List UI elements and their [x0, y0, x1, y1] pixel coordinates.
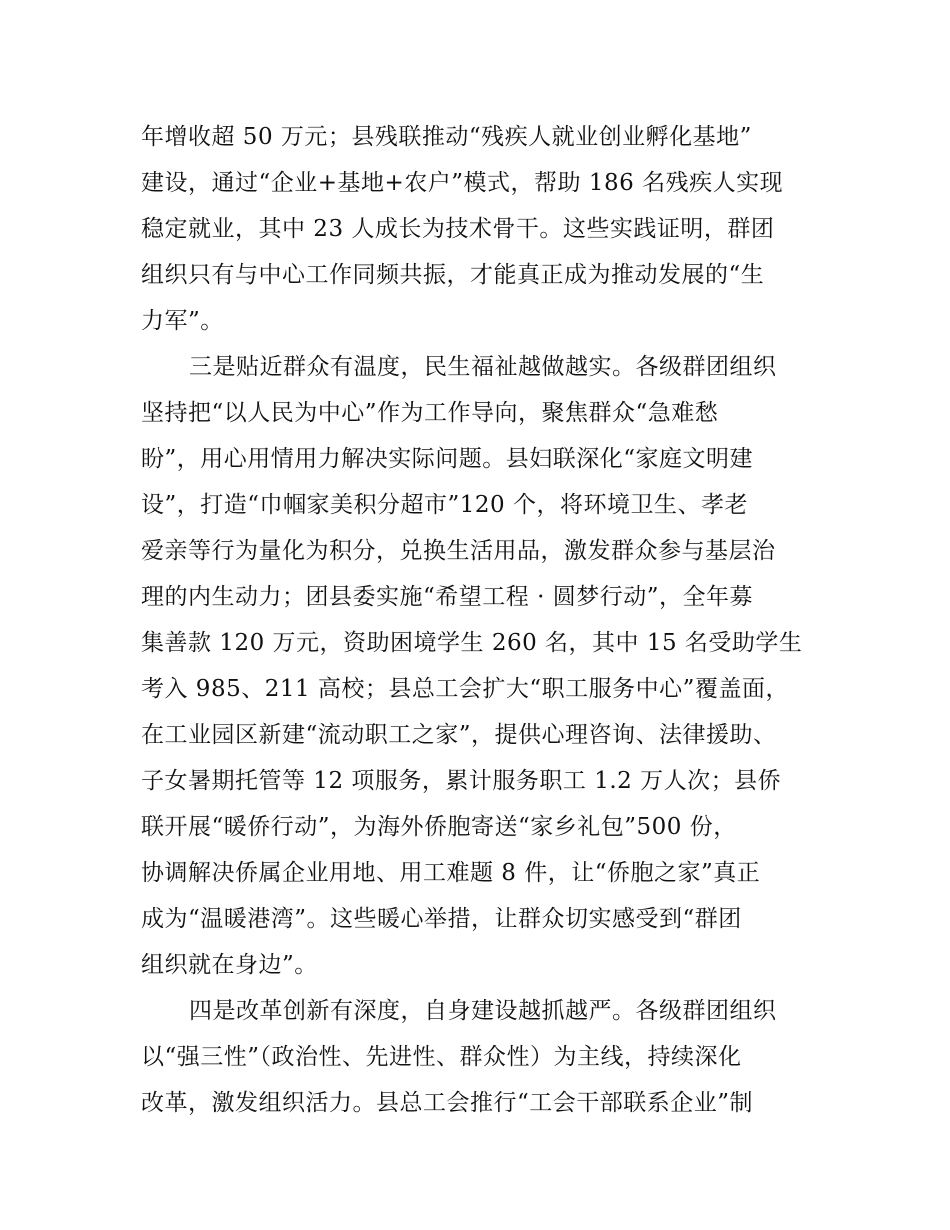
text-line: 力军”。	[141, 308, 224, 334]
text-line: 以“强三性”（政治性、先进性、群众性）为主线，持续深化	[141, 1044, 742, 1070]
text-line: 在工业园区新建“流动职工之家”，提供心理咨询、法律援助、	[141, 722, 777, 748]
text-line: 成为“温暖港湾”。这些暖心举措，让群众切实感受到“群团	[141, 906, 742, 932]
text-line: 年增收超 50 万元；县残联推动“残疾人就业创业孵化基地”	[141, 124, 752, 150]
paragraph-start-line: 四是改革创新有深度，自身建设越抓越严。各级群团组织	[189, 998, 777, 1024]
text-line: 联开展“暖侨行动”，为海外侨胞寄送“家乡礼包”500 份，	[141, 814, 737, 840]
text-line: 协调解决侨属企业用地、用工难题 8 件，让“侨胞之家”真正	[141, 860, 761, 886]
paragraph-start-line: 三是贴近群众有温度，民生福祉越做越实。各级群团组织	[189, 354, 777, 380]
text-line: 爱亲等行为量化为积分，兑换生活用品，激发群众参与基层治	[141, 538, 776, 564]
text-line: 设”，打造“巾帼家美积分超市”120 个，将环境卫生、孝老	[141, 492, 748, 518]
text-line: 考入 985、211 高校；县总工会扩大“职工服务中心”覆盖面，	[141, 676, 789, 702]
text-line: 组织就在身边”。	[141, 952, 318, 978]
text-line: 理的内生动力；团县委实施“希望工程 · 圆梦行动”，全年募	[141, 584, 753, 610]
text-line: 建设，通过“企业+基地+农户”模式，帮助 186 名残疾人实现	[141, 170, 784, 196]
text-line: 集善款 120 万元，资助困境学生 260 名，其中 15 名受助学生	[141, 630, 803, 656]
text-line: 组织只有与中心工作同频共振，才能真正成为推动发展的“生	[141, 262, 765, 288]
text-line: 子女暑期托管等 12 项服务，累计服务职工 1.2 万人次；县侨	[141, 768, 782, 794]
body-text	[141, 114, 821, 1126]
text-line: 盼”，用心用情用力解决实际问题。县妇联深化“家庭文明建	[141, 446, 754, 472]
text-line: 改革，激发组织活力。县总工会推行“工会干部联系企业”制	[141, 1090, 754, 1116]
text-line: 稳定就业，其中 23 人成长为技术骨干。这些实践证明，群团	[141, 216, 775, 242]
text-line: 坚持把“以人民为中心”作为工作导向，聚焦群众“急难愁	[141, 400, 719, 426]
